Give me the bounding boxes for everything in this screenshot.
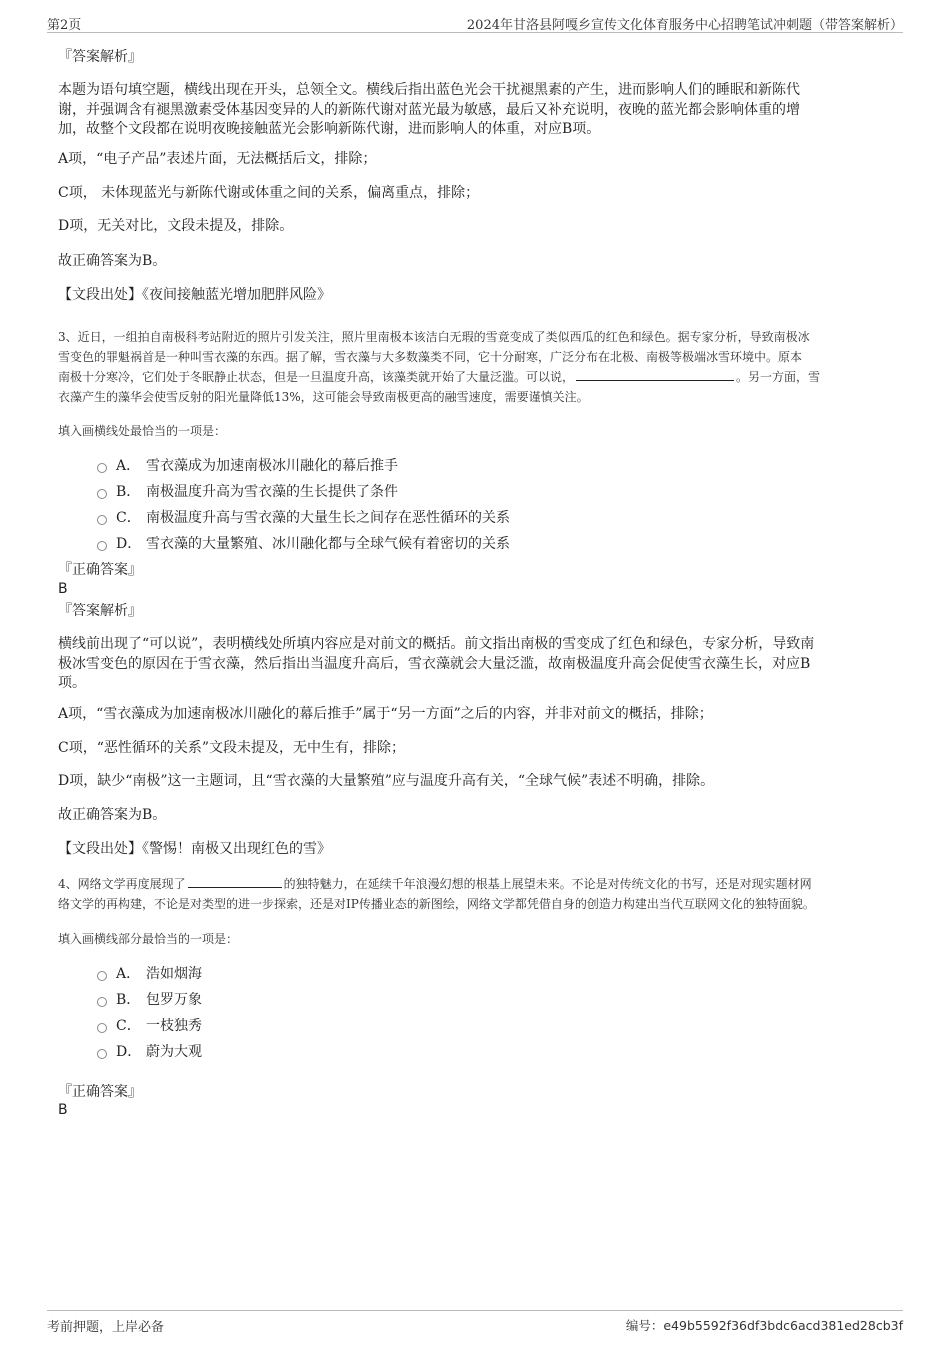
- q2-line-d: D项，无关对比，文段未提及，排除。: [58, 218, 294, 234]
- q3-analysis-line: 项。: [58, 675, 86, 691]
- radio-icon[interactable]: [97, 515, 107, 525]
- q4-answer: B: [58, 1102, 68, 1118]
- q3-option-c[interactable]: C． 南极温度升高与雪衣藻的大量生长之间存在恶性循环的关系: [97, 507, 510, 527]
- radio-icon[interactable]: [97, 1023, 107, 1033]
- q3-prompt: 填入画横线处最恰当的一项是：: [58, 424, 227, 438]
- q4-stem-line: [58, 874, 888, 894]
- q3-option-b[interactable]: B． 南极温度升高为雪衣藻的生长提供了条件: [97, 481, 398, 501]
- radio-icon[interactable]: [97, 489, 107, 499]
- q3-analysis-line: 极冰雪变色的原因在于雪衣藻，然后指出当温度升高后，雪衣藻就会大量泛滥，故南极温度升高会促使雪衣藻生长，对应B: [58, 655, 811, 672]
- q3-stem: [58, 327, 888, 407]
- q3-stem-line: 衣藻产生的藻华会使雪反射的阳光量降低13%，这可能会导致南极更高的融雪速度，需要谨慎关注。: [58, 390, 589, 404]
- q3-analysis-line: 横线前出现了“可以说”，表明横线处所填内容应是对前文的概括。前文指出南极的雪变成了红色和绿色，专家分析，导致南: [58, 636, 815, 652]
- q2-conclusion: 故正确答案为B。: [58, 253, 167, 269]
- document-id: 编号：e49b5592f36df3bdc6acd381ed28cb3f: [625, 1318, 903, 1333]
- q3-stem-line: [58, 367, 888, 387]
- q2-analysis-text: [58, 81, 888, 140]
- q3-source: 【文段出处】《警惕！南极又出现红色的雪》: [58, 841, 331, 857]
- q3-line-a: A项，“雪衣藻成为加速南极冰川融化的幕后推手”属于“另一方面”之后的内容，并非对前文的概括，排除；: [58, 706, 713, 722]
- document-title: 2024年甘洛县阿嘎乡宣传文化体育服务中心招聘笔试冲刺题（带答案解析）: [466, 18, 903, 33]
- page-footer: [47, 1310, 903, 1337]
- q3-line-c: C项，“恶性循环的关系”文段未提及，无中生有，排除；: [58, 740, 406, 756]
- q3-option-d[interactable]: D． 雪衣藻的大量繁殖、冰川融化都与全球气候有着密切的关系: [97, 533, 510, 553]
- q2-source: 【文段出处】《夜间接触蓝光增加肥胖风险》: [58, 287, 331, 303]
- q3-line-d: D项，缺少“南极”这一主题词，且“雪衣藻的大量繁殖”应与温度升高有关，“全球气候”表述不明确，排除。: [58, 773, 715, 789]
- q3-stem-text: 南极十分寒冷，它们处于冬眠静止状态，但是一旦温度升高，该藻类就开始了大量泛滥。可以说，: [58, 370, 575, 384]
- radio-icon[interactable]: [97, 463, 107, 473]
- radio-icon[interactable]: [97, 541, 107, 551]
- q3-option-a[interactable]: A． 雪衣藻成为加速南极冰川融化的幕后推手: [97, 455, 398, 475]
- q3-answer-label: 『正确答案』: [58, 562, 142, 578]
- page-number: 第2页: [47, 18, 82, 33]
- q2-analysis-label: 『答案解析』: [58, 49, 142, 65]
- radio-icon[interactable]: [97, 1049, 107, 1059]
- q4-option-b[interactable]: B． 包罗万象: [97, 989, 202, 1009]
- q3-stem-text: 。另一方面，雪: [736, 370, 821, 384]
- q2-analysis-line: 谢，并强调含有褪黑激素受体基因变异的人的新陈代谢对蓝光最为敏感，最后又补充说明，夜晚的蓝光都会影响体重的增: [58, 101, 800, 118]
- q4-option-d[interactable]: D． 蔚为大观: [97, 1041, 202, 1061]
- radio-icon[interactable]: [97, 997, 107, 1007]
- q3-conclusion: 故正确答案为B。: [58, 807, 167, 823]
- footer-slogan: 考前押题，上岸必备: [47, 1320, 165, 1335]
- radio-icon[interactable]: [97, 971, 107, 981]
- q2-analysis-line: 本题为语句填空题，横线出现在开头，总领全文。横线后指出蓝色光会干扰褪黑素的产生，进而影响人们的睡眠和新陈代: [58, 82, 800, 98]
- answer-blank: [188, 875, 282, 888]
- q3-analysis-text: [58, 635, 888, 694]
- answer-blank: [576, 368, 734, 381]
- q4-option-c[interactable]: C． 一枝独秀: [97, 1015, 202, 1035]
- q3-stem-line: 雪变色的罪魁祸首是一种叫雪衣藻的东西。据了解，雪衣藻与大多数藻类不同，它十分耐寒，广泛分布在北极、南极等极端冰雪环境中。原本: [58, 350, 803, 364]
- q2-line-a: A项，“电子产品”表述片面，无法概括后文，排除；: [58, 151, 377, 167]
- q2-line-c: C项， 未体现蓝光与新陈代谢或体重之间的关系，偏离重点，排除；: [58, 185, 480, 201]
- q4-stem-text: 4、网络文学再度展现了: [58, 877, 186, 891]
- page-header: [47, 12, 903, 33]
- q3-answer: B: [58, 581, 68, 597]
- q2-analysis-line: 加，故整个文段都在说明夜晚接触蓝光会影响新陈代谢，进而影响人的体重，对应B项。: [58, 121, 601, 137]
- q3-analysis-label: 『答案解析』: [58, 603, 142, 619]
- q4-prompt: 填入画横线部分最恰当的一项是：: [58, 932, 239, 946]
- q3-stem-line: 3、近日，一组拍自南极科考站附近的照片引发关注，照片里南极本该洁白无瑕的雪竟变成了类似西瓜的红色和绿色。据专家分析，导致南极冰: [58, 330, 810, 344]
- q4-option-a[interactable]: A． 浩如烟海: [97, 963, 202, 983]
- q4-stem-line: 络文学的再构建，不论是对类型的进一步探索，还是对IP传播业态的新图绘，网络文学都凭借自身的创造力构建出当代互联网文化的独特面貌。: [58, 897, 815, 911]
- q4-stem: [58, 874, 888, 914]
- q4-answer-label: 『正确答案』: [58, 1084, 142, 1100]
- q4-stem-text: 的独特魅力，在延续千年浪漫幻想的根基上展望未来。不论是对传统文化的书写，还是对现实题材网: [283, 877, 812, 891]
